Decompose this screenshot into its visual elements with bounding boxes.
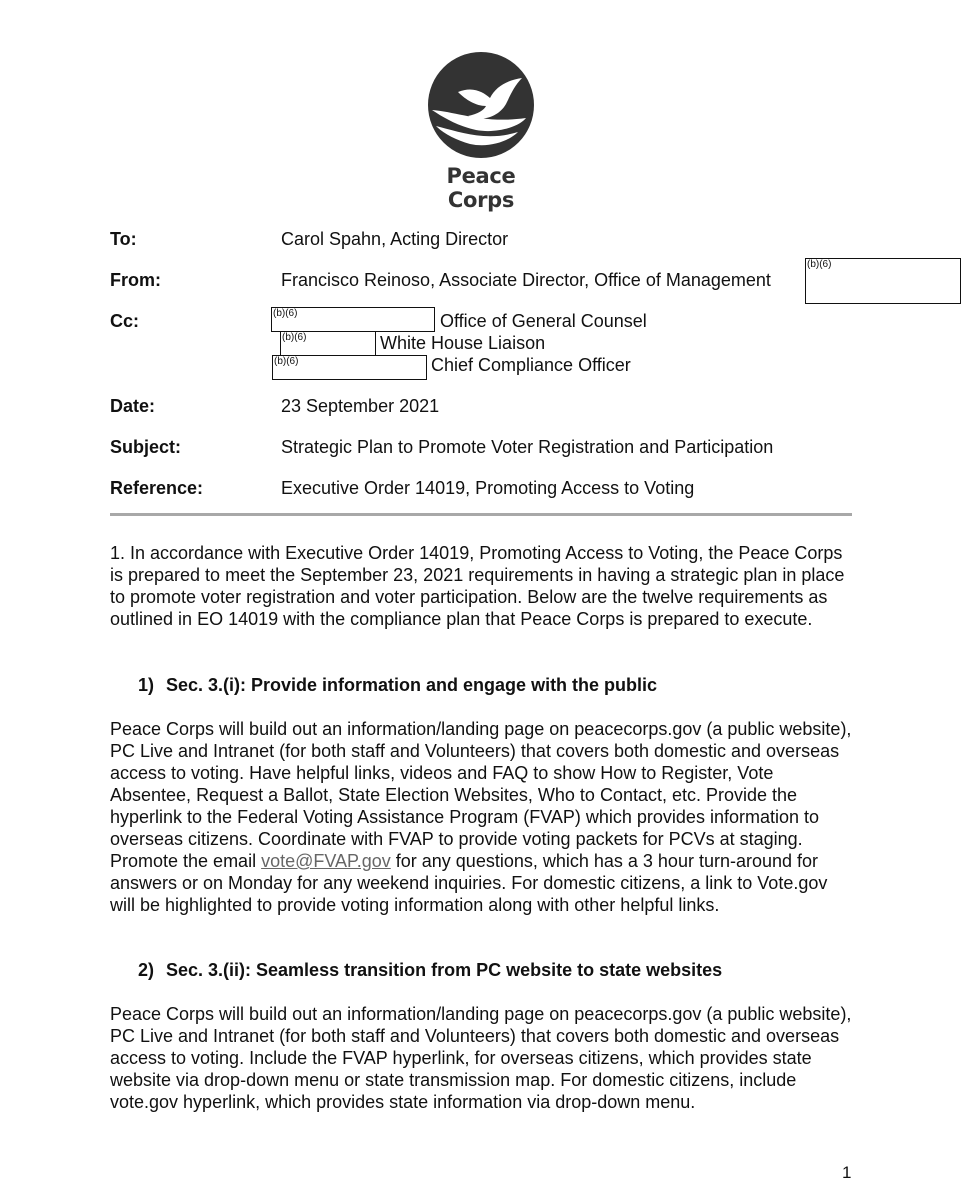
logo-wordmark: Peace Corps — [446, 164, 516, 212]
from-redaction-box: (b)(6) — [805, 258, 961, 304]
cc-line-3: Chief Compliance Officer — [431, 355, 631, 375]
peace-corps-logo — [410, 52, 552, 212]
reference-label: Reference: — [110, 478, 204, 498]
dove-emblem-icon — [428, 52, 534, 158]
subject-label: Subject: — [110, 437, 182, 457]
section-1-title: Sec. 3.(i): Provide information and engage with the public — [166, 675, 658, 695]
to-label: To: — [110, 229, 137, 249]
from-label: From: — [110, 270, 161, 290]
section-1-text-before: Peace Corps will build out an information/landing page on peacecorps.gov (a public website), PC Live and Intranet (for both staff and Volunteers) that covers both domestic and overseas access to voting. Have helpful links, videos and FAQ to show How to Register, Vote Absentee, Request a Ballot, State Election Websites, Who to Contact, etc. Provide the hyperlink to the Federal Voting Assistance Program (FVAP) which provides information to overseas citizens. Coordinate with FVAP to provide voting packets for PCVs at staging. Promote the email — [110, 719, 852, 871]
cc-redaction-box-2: (b)(6) — [280, 331, 376, 356]
cc-line-1: Office of General Counsel — [440, 311, 647, 331]
section-1-heading — [138, 675, 657, 696]
cc-redaction-box-3: (b)(6) — [272, 355, 427, 380]
cc-line-2: White House Liaison — [380, 333, 546, 353]
section-2-title: Sec. 3.(ii): Seamless transition from PC website to state websites — [166, 960, 723, 980]
subject-value: Strategic Plan to Promote Voter Registration and Participation — [281, 437, 774, 457]
section-2-heading — [138, 960, 722, 981]
section-1-text-after: for any questions, which has a 3 hour turn-around for answers or on Monday for any weekend inquiries. For domestic citizens, a link to Vote.gov will be highlighted to provide voting information along with other helpful links. — [110, 851, 828, 915]
reference-value: Executive Order 14019, Promoting Access to Voting — [281, 478, 695, 498]
intro-paragraph: 1. In accordance with Executive Order 14019, Promoting Access to Voting, the Peace Corps is prepared to meet the September 23, 2021 requirements in having a strategic plan in place to promote voter registration and voter participation. Below are the twelve requirements as outlined in EO 14019 with the compliance plan that Peace Corps is prepared to execute. — [110, 543, 845, 629]
date-value: 23 September 2021 — [281, 396, 440, 416]
from-value: Francisco Reinoso, Associate Director, Office of Management — [281, 270, 771, 290]
fvap-email-link[interactable]: vote@FVAP.gov — [261, 851, 391, 871]
section-1-number: 1) — [138, 675, 155, 695]
to-value: Carol Spahn, Acting Director — [281, 229, 509, 249]
header-divider — [110, 513, 852, 516]
section-2-number: 2) — [138, 960, 155, 980]
date-label: Date: — [110, 396, 156, 416]
cc-label: Cc: — [110, 311, 140, 331]
cc-redaction-box-1: (b)(6) — [271, 307, 435, 332]
page-number: 1 — [842, 1163, 852, 1182]
section-2-paragraph: Peace Corps will build out an information/landing page on peacecorps.gov (a public website), PC Live and Intranet (for both staff and Volunteers) that covers both domestic and overseas access to voting. Include the FVAP hyperlink, for overseas citizens, which provides state website via drop-down menu or state transmission map. For domestic citizens, include vote.gov hyperlink, which provides state information via drop-down menu. — [110, 1004, 852, 1112]
section-1-paragraph — [110, 718, 855, 916]
